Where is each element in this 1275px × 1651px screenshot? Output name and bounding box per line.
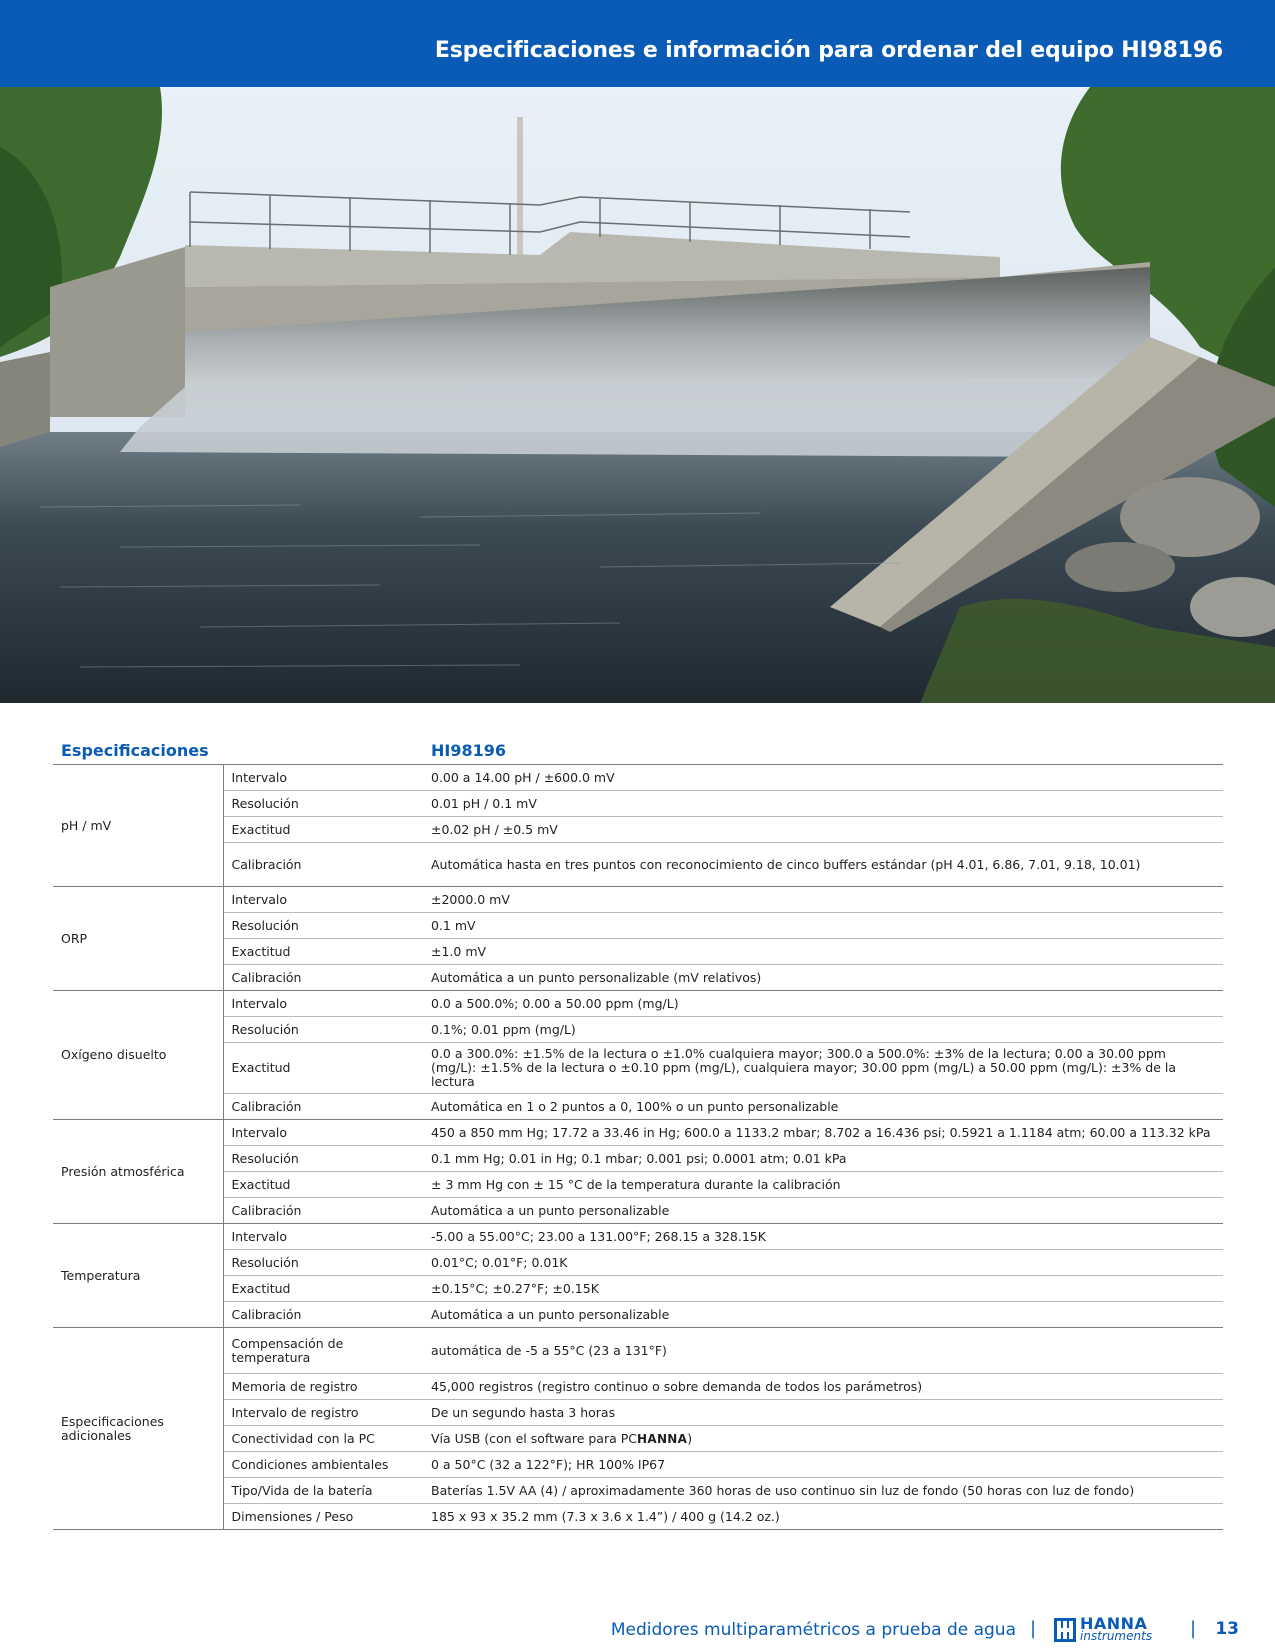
table-row: [53, 1043, 1223, 1094]
dam-photo: [0, 87, 1275, 703]
param-value: -5.00 a 55.00°C; 23.00 a 131.00°F; 268.15 a 328.15K: [423, 1224, 1223, 1250]
param-value: Baterías 1.5V AA (4) / aproximadamente 360 horas de uso continuo sin luz de fondo (50 horas con luz de fondo): [423, 1478, 1223, 1504]
table-row: [53, 1146, 1223, 1172]
table-row: [53, 991, 1223, 1017]
group-label: pH / mV: [53, 765, 223, 887]
param-label: Memoria de registro: [223, 1374, 423, 1400]
table-row: [53, 1302, 1223, 1328]
param-value: 45,000 registros (registro continuo o sobre demanda de todos los parámetros): [423, 1374, 1223, 1400]
param-label: Resolución: [223, 791, 423, 817]
param-value: 0.01 pH / 0.1 mV: [423, 791, 1223, 817]
param-label: Calibración: [223, 965, 423, 991]
group-label: Temperatura: [53, 1224, 223, 1328]
param-value: automática de -5 a 55°C (23 a 131°F): [423, 1328, 1223, 1374]
param-label: Resolución: [223, 1146, 423, 1172]
table-row: [53, 1250, 1223, 1276]
param-value: 0.1 mm Hg; 0.01 in Hg; 0.1 mbar; 0.001 psi; 0.0001 atm; 0.01 kPa: [423, 1146, 1223, 1172]
hanna-logo: [1054, 1614, 1172, 1646]
footer-title: Medidores multiparamétricos a prueba de agua: [610, 1620, 1016, 1640]
footer-separator-2: |: [1190, 1618, 1197, 1639]
param-label: Resolución: [223, 913, 423, 939]
header-model: HI98196: [423, 738, 1223, 765]
param-value: 0.0 a 300.0%: ±1.5% de la lectura o ±1.0% cualquiera mayor; 300.0 a 500.0%: ±3% de la lectura; 0.00 a 30.00 ppm (mg/L): ±1.5% de la lectura o ±0.10 ppm (mg/L), cualquiera mayor; 30.00 ppm (mg/L) a 50.00 ppm (mg/L): ±3% de la lectura: [423, 1043, 1223, 1094]
table-row: [53, 1374, 1223, 1400]
page-footer: [0, 1614, 1275, 1644]
header-blank: [223, 738, 423, 765]
header-especificaciones: Especificaciones: [53, 738, 223, 765]
param-value: Automática a un punto personalizable: [423, 1198, 1223, 1224]
table-row: [53, 1452, 1223, 1478]
param-value: Automática en 1 o 2 puntos a 0, 100% o un punto personalizable: [423, 1094, 1223, 1120]
page-number: 13: [1215, 1619, 1239, 1639]
param-label: Dimensiones / Peso: [223, 1504, 423, 1530]
table-row: [53, 1328, 1223, 1374]
table-row: [53, 1120, 1223, 1146]
page-header: [0, 0, 1275, 87]
logo-hanna-text: HANNA: [1080, 1614, 1148, 1633]
param-value: Automática a un punto personalizable (mV relativos): [423, 965, 1223, 991]
group-label: Presión atmosférica: [53, 1120, 223, 1224]
group-label: ORP: [53, 887, 223, 991]
table-row: [53, 765, 1223, 791]
param-label: Conectividad con la PC: [223, 1426, 423, 1452]
param-value: [423, 1426, 1223, 1452]
table-row: [53, 791, 1223, 817]
param-label: Calibración: [223, 1198, 423, 1224]
param-value: De un segundo hasta 3 horas: [423, 1400, 1223, 1426]
param-label: Exactitud: [223, 1276, 423, 1302]
table-row: [53, 1478, 1223, 1504]
table-row: [53, 913, 1223, 939]
param-label: Exactitud: [223, 1172, 423, 1198]
table-row: [53, 887, 1223, 913]
param-label: Intervalo: [223, 1224, 423, 1250]
param-label: Tipo/Vida de la batería: [223, 1478, 423, 1504]
table-header-row: [53, 738, 1223, 765]
param-value: 0.1%; 0.01 ppm (mg/L): [423, 1017, 1223, 1043]
param-label: Condiciones ambientales: [223, 1452, 423, 1478]
table-row: [53, 843, 1223, 887]
param-label: Intervalo: [223, 991, 423, 1017]
param-value: 0.01°C; 0.01°F; 0.01K: [423, 1250, 1223, 1276]
param-value: 0.1 mV: [423, 913, 1223, 939]
logo-instruments-text: instruments: [1080, 1629, 1153, 1643]
table-row: [53, 1017, 1223, 1043]
specs-table: [53, 738, 1223, 1530]
group-label: Oxígeno disuelto: [53, 991, 223, 1120]
page-title: Especificaciones e información para ordenar del equipo HI98196: [434, 38, 1223, 63]
param-label: Intervalo: [223, 765, 423, 791]
param-value: Automática hasta en tres puntos con reconocimiento de cinco buffers estándar (pH 4.01, 6.86, 7.01, 9.18, 10.01): [423, 843, 1223, 887]
param-label: Intervalo: [223, 887, 423, 913]
table-row: [53, 939, 1223, 965]
param-label: Intervalo: [223, 1120, 423, 1146]
param-label: Resolución: [223, 1017, 423, 1043]
param-label: Exactitud: [223, 1043, 423, 1094]
table-row: [53, 1400, 1223, 1426]
param-value: 450 a 850 mm Hg; 17.72 a 33.46 in Hg; 600.0 a 1133.2 mbar; 8.702 a 16.436 psi; 0.5921 a 1.1184 atm; 60.00 a 113.32 kPa: [423, 1120, 1223, 1146]
table-row: [53, 1198, 1223, 1224]
param-value: 0.0 a 500.0%; 0.00 a 50.00 ppm (mg/L): [423, 991, 1223, 1017]
param-label: Calibración: [223, 1094, 423, 1120]
table-row: [53, 1094, 1223, 1120]
param-value: 0 a 50°C (32 a 122°F); HR 100% IP67: [423, 1452, 1223, 1478]
table-row: [53, 1172, 1223, 1198]
param-label: Exactitud: [223, 939, 423, 965]
param-label: Calibración: [223, 1302, 423, 1328]
param-label: Compensación de temperatura: [223, 1328, 423, 1374]
hanna-inline-logo: HANNA: [637, 1431, 688, 1446]
table-row: [53, 817, 1223, 843]
param-value: ±2000.0 mV: [423, 887, 1223, 913]
param-label: Intervalo de registro: [223, 1400, 423, 1426]
param-value: 185 x 93 x 35.2 mm (7.3 x 3.6 x 1.4”) / 400 g (14.2 oz.): [423, 1504, 1223, 1530]
param-label: Exactitud: [223, 817, 423, 843]
param-value-text-end: ): [687, 1430, 693, 1446]
param-value: Automática a un punto personalizable: [423, 1302, 1223, 1328]
hanna-logo-mark-icon: [1054, 1618, 1076, 1642]
param-value: 0.00 a 14.00 pH / ±600.0 mV: [423, 765, 1223, 791]
table-row: [53, 965, 1223, 991]
table-row: [53, 1426, 1223, 1452]
param-value-text: Vía USB (con el software para PC: [431, 1430, 638, 1446]
table-row: [53, 1276, 1223, 1302]
footer-separator: |: [1030, 1618, 1037, 1639]
param-value: ± 3 mm Hg con ± 15 °C de la temperatura durante la calibración: [423, 1172, 1223, 1198]
group-label: Especificaciones adicionales: [53, 1328, 223, 1530]
param-label: Resolución: [223, 1250, 423, 1276]
param-value: ±1.0 mV: [423, 939, 1223, 965]
param-value: ±0.02 pH / ±0.5 mV: [423, 817, 1223, 843]
table-row: [53, 1504, 1223, 1530]
table-row: [53, 1224, 1223, 1250]
param-value: ±0.15°C; ±0.27°F; ±0.15K: [423, 1276, 1223, 1302]
param-label: Calibración: [223, 843, 423, 887]
